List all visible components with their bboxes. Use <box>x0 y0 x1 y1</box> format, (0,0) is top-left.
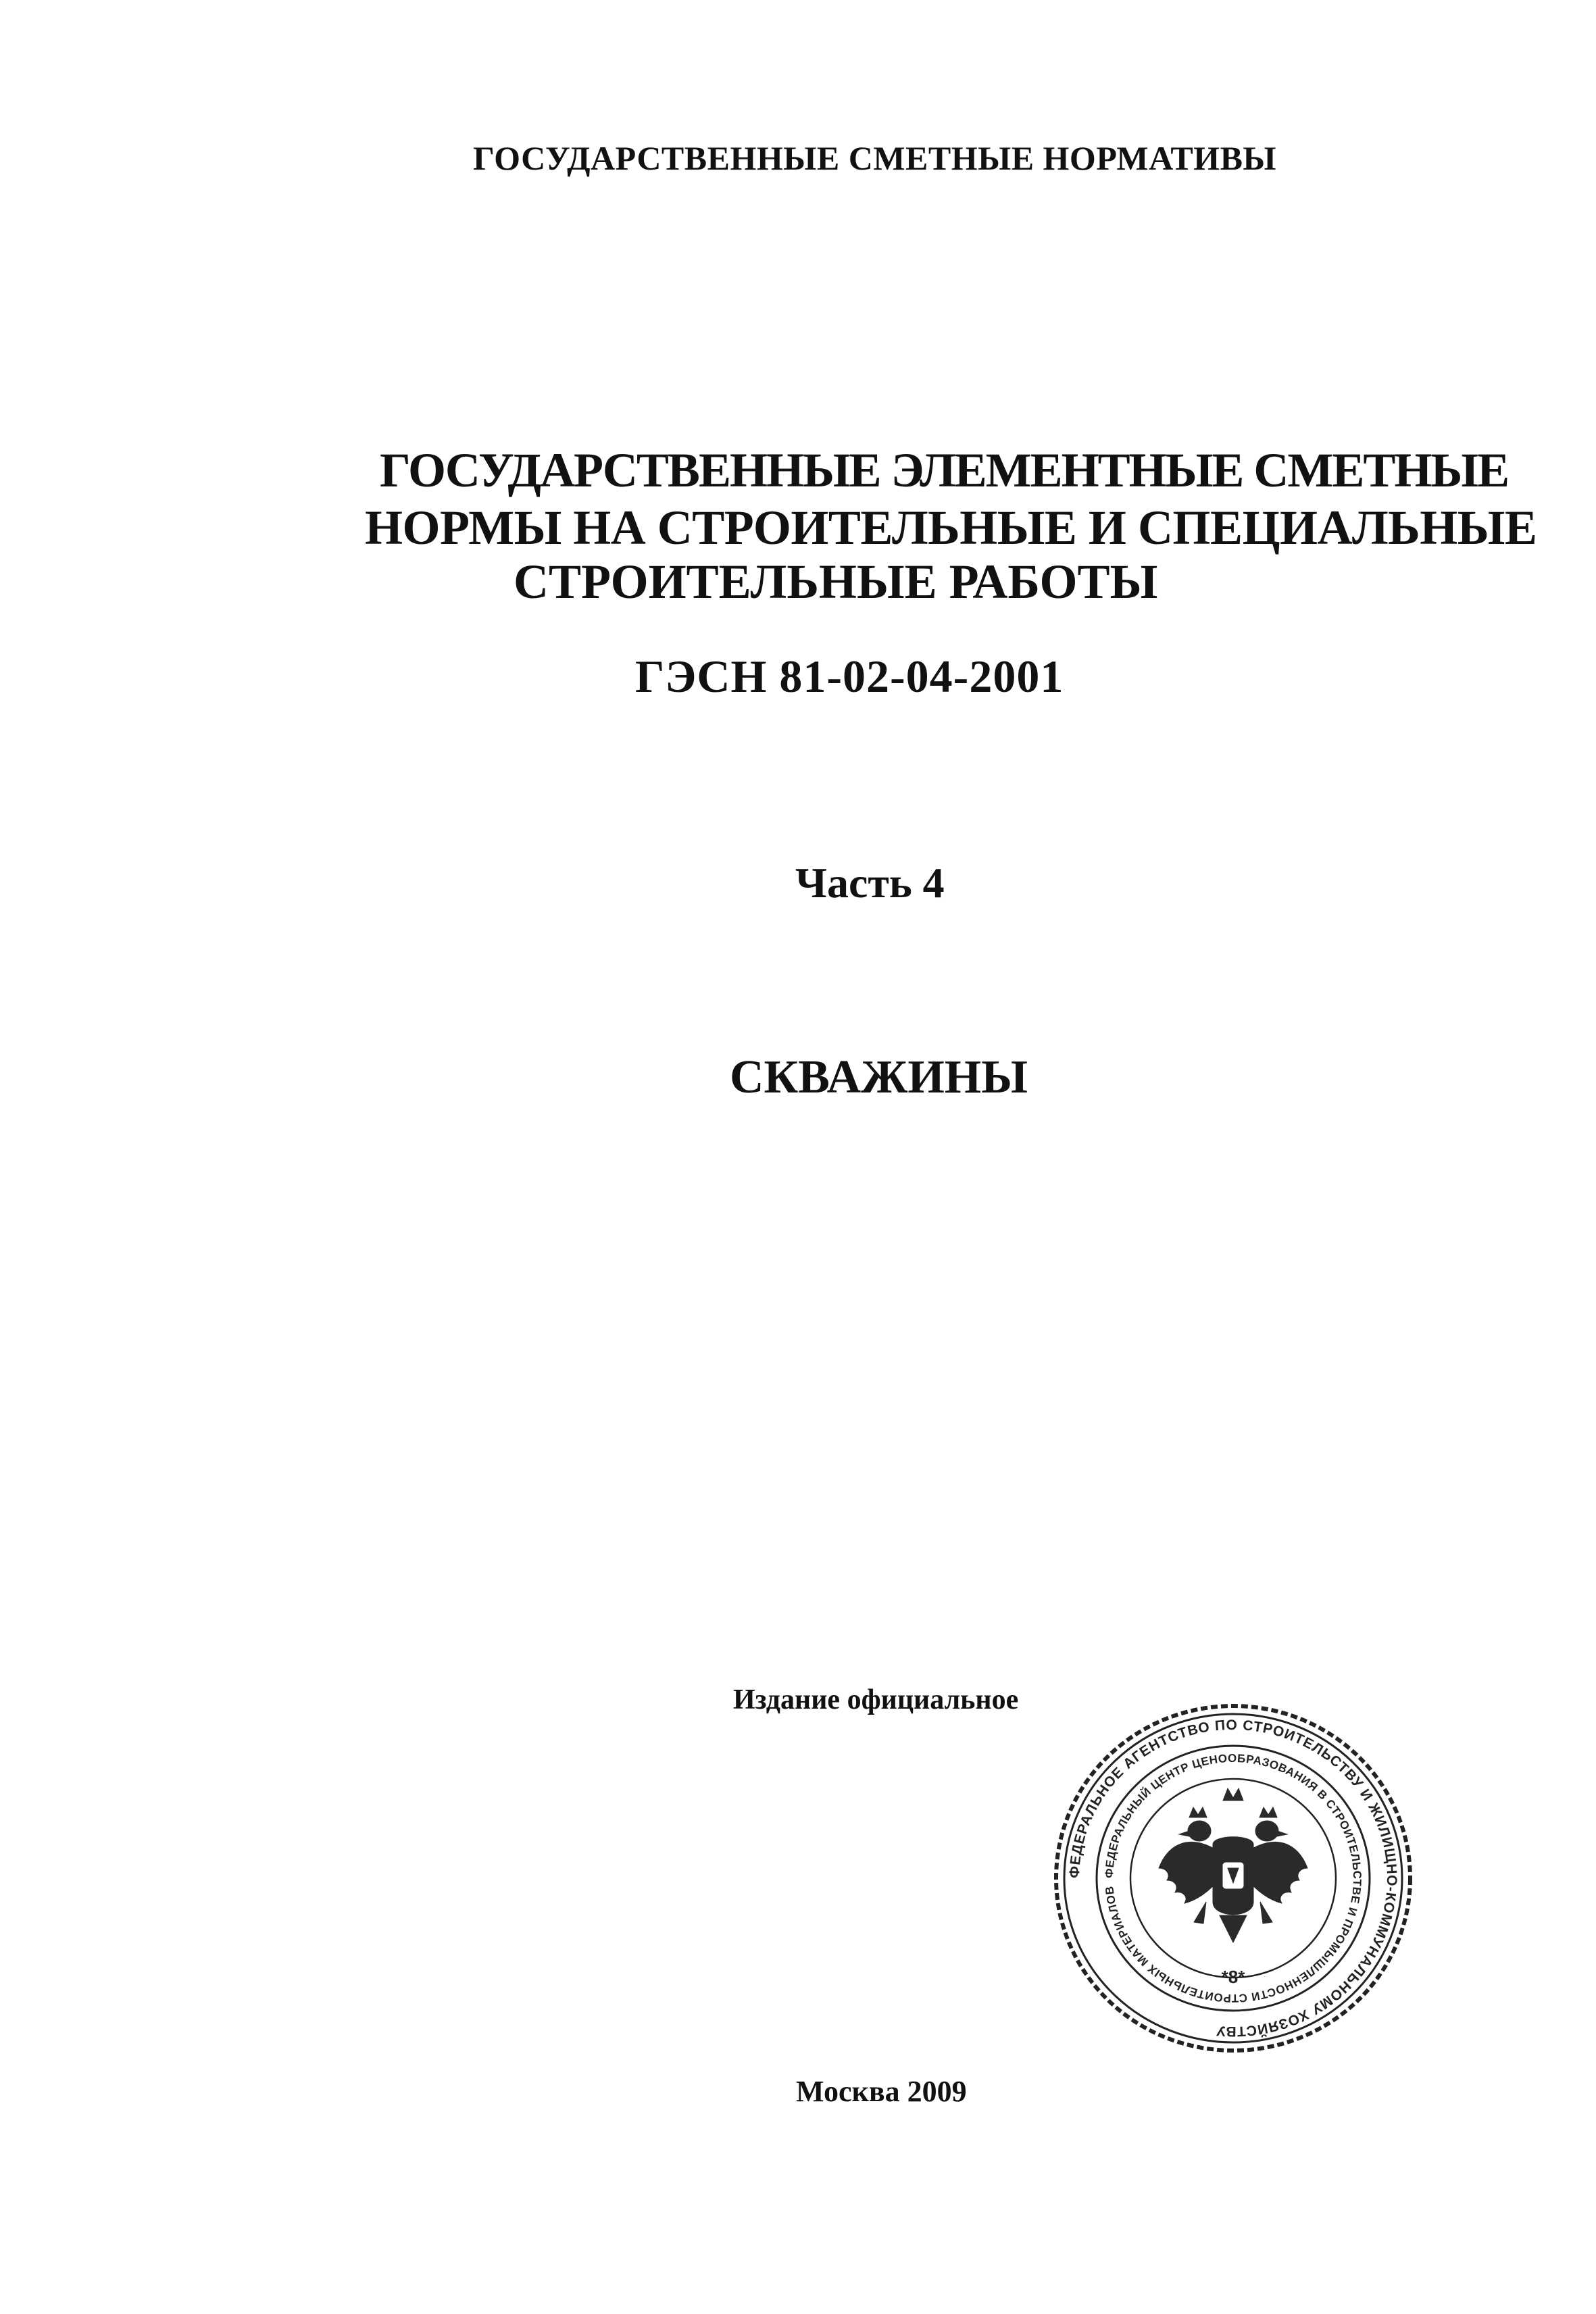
seal-outer-ring-text: ФЕДЕРАЛЬНОЕ АГЕНТСТВО ПО СТРОИТЕЛЬСТВУ И ЖИЛИЩНО-КОММУНАЛЬНОМУ ХОЗЯЙСТВУ <box>1066 1717 1400 2040</box>
seal-inner-ring-text: ФЕДЕРАЛЬНЫЙ ЦЕНТР ЦЕНООБРАЗОВАНИЯ В СТРОИТЕЛЬСТВЕ И ПРОМЫШЛЕННОСТИ СТРОИТЕЛЬНЫХ МАТЕРИАЛОВ <box>1102 1751 1364 2005</box>
official-seal-icon <box>1051 1699 1416 2057</box>
document-code: ГЭСН 81-02-04-2001 <box>635 651 1064 702</box>
seal-star-mark: *8* <box>1221 1967 1245 1987</box>
document-subject: СКВАЖИНЫ <box>730 1051 1028 1103</box>
part-number: Часть 4 <box>795 859 945 907</box>
publication-place-year: Москва 2009 <box>796 2075 967 2108</box>
document-title-line-1: ГОСУДАРСТВЕННЫЕ ЭЛЕМЕНТНЫЕ СМЕТНЫЕ <box>380 443 1509 497</box>
document-title-line-3: СТРОИТЕЛЬНЫЕ РАБОТЫ <box>514 555 1158 609</box>
edition-note: Издание официальное <box>733 1684 1019 1715</box>
series-title: ГОСУДАРСТВЕННЫЕ СМЕТНЫЕ НОРМАТИВЫ <box>473 139 1277 177</box>
eagle-emblem-icon <box>1159 1788 1307 1942</box>
document-title-line-2: НОРМЫ НА СТРОИТЕЛЬНЫЕ И СПЕЦИАЛЬНЫЕ <box>365 501 1537 555</box>
